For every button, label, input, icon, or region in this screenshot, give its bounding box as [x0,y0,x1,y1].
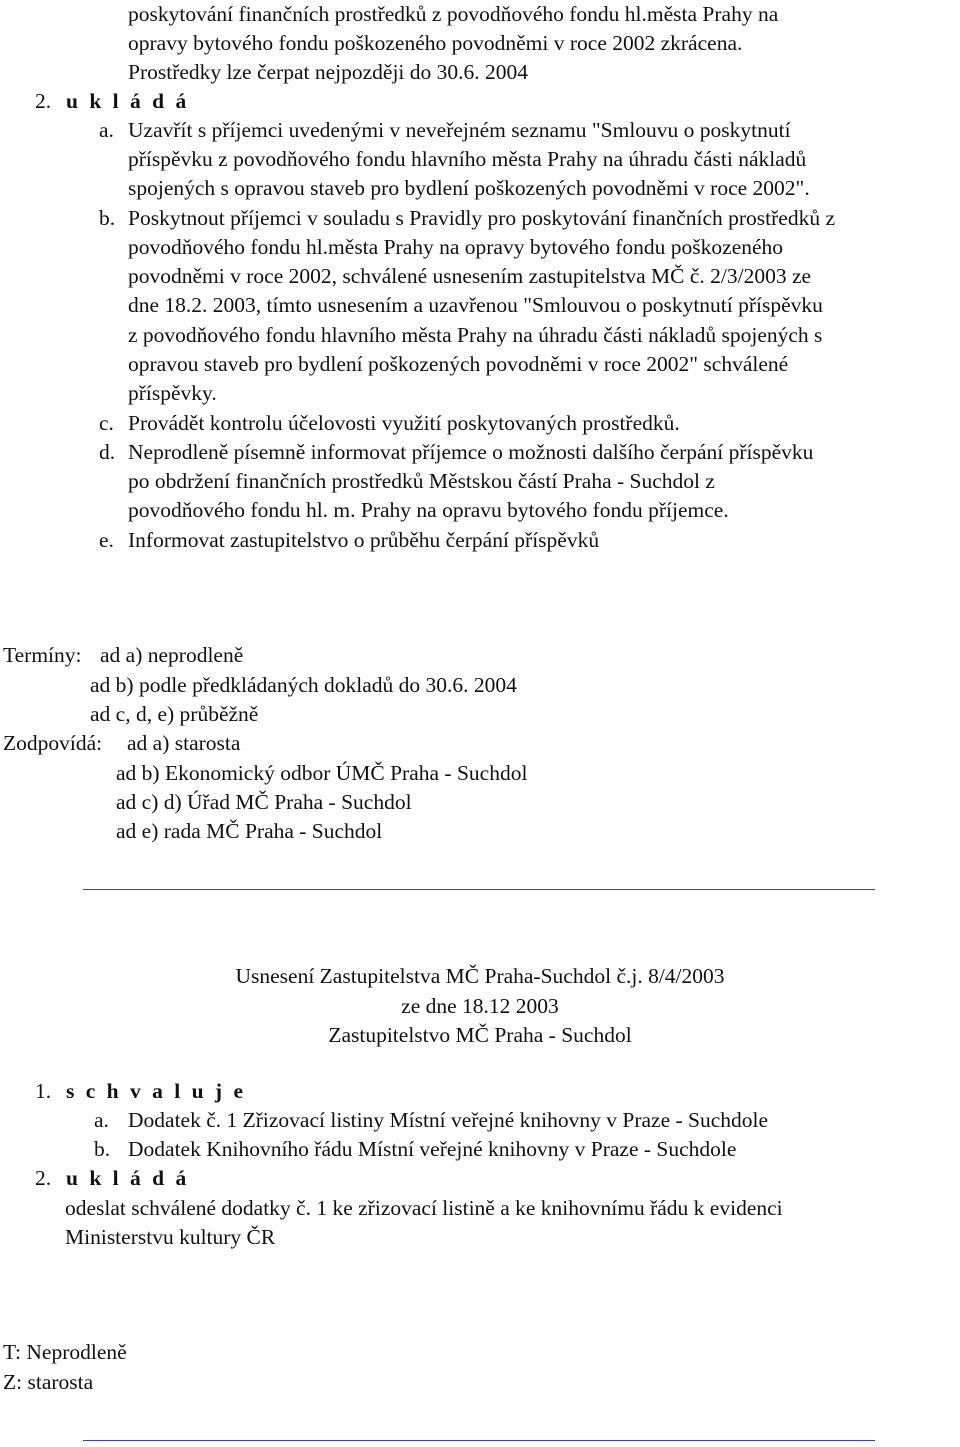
zodpovida-label: Zodpovídá: [3,731,103,755]
separator-line [83,889,875,890]
item-b-line: příspěvky. [128,381,217,405]
zodpovida-entry: ad c) d) Úřad MČ Praha - Suchdol [116,790,412,814]
item-b-line: Poskytnout příjemci v souladu s Pravidly pro poskytování finančních prostředků z [128,206,836,230]
item-a-line: spojených s opravou staveb pro bydlení poškozených povodněmi v roce 2002". [128,176,810,200]
zodpovida-entry: ad b) Ekonomický odbor ÚMČ Praha - Suchdol [116,761,528,785]
item-b-line: opravou staveb pro bydlení poškozených povodněmi v roce 2002" schválené [128,352,789,376]
zodpovida-entry: ad e) rada MČ Praha - Suchdol [116,819,383,843]
item-e-line: Informovat zastupitelstvo o průběhu čerpání příspěvků [128,528,600,552]
item-c-line: Provádět kontrolu účelovosti využití poskytovaných prostředků. [128,411,680,435]
separator-line [83,1440,875,1441]
item-d-line: Neprodleně písemně informovat příjemce o možnosti dalšího čerpání příspěvku [128,440,814,464]
section-heading-uklada: u k l á d á [66,89,190,113]
uklada-line: odeslat schválené dodatky č. 1 ke zřizovací listině a ke knihovnímu řádu k evidenci [65,1196,783,1220]
item-d-line: povodňového fondu hl. m. Prahy na opravu bytového fondu příjemce. [128,498,729,522]
item-d-line: po obdržení finančních prostředků Městskou částí Praha - Suchdol z [128,469,715,493]
item-letter: d. [99,440,116,464]
item-b-line: z povodňového fondu hlavního města Prahy na úhradu části nákladů spojených s [128,323,823,347]
schvaluje-item: Dodatek Knihovního řádu Místní veřejné knihovny v Praze - Suchdole [128,1137,737,1161]
schvaluje-item: Dodatek č. 1 Zřizovací listiny Místní veřejné knihovny v Praze - Suchdole [128,1108,769,1132]
zodpovida-line: Z: starosta [3,1370,94,1394]
termin-entry: ad b) podle předkládaných dokladů do 30.6. 2004 [90,673,517,697]
terminy-label: Termíny: [3,643,82,667]
continuation-line: opravy bytového fondu poškozeného povodněmi v roce 2002 zkrácena. [128,31,743,55]
resolution-body: Zastupitelstvo MČ Praha - Suchdol [328,1023,632,1047]
section-heading-schvaluje: s c h v a l u j e [66,1079,246,1103]
continuation-line: Prostředky lze čerpat nejpozději do 30.6. 2004 [128,60,529,84]
item-letter: a. [99,118,114,142]
section-number: 1. [35,1079,52,1103]
resolution-title: Usnesení Zastupitelstva MČ Praha-Suchdol č.j. 8/4/2003 [235,964,725,988]
item-letter: e. [99,528,114,552]
section-heading-uklada: u k l á d á [66,1166,190,1190]
item-letter: a. [94,1108,109,1132]
zodpovida-entry: ad a) starosta [127,731,241,755]
item-b-line: dne 18.2. 2003, tímto usnesením a uzavřenou "Smlouvou o poskytnutí příspěvku [128,293,823,317]
section-number: 2. [35,89,52,113]
section-number: 2. [35,1166,52,1190]
item-a-line: příspěvku z povodňového fondu hlavního města Prahy na úhradu části nákladů [128,147,807,171]
uklada-line: Ministerstvu kultury ČR [65,1225,276,1249]
item-letter: b. [94,1137,111,1161]
item-letter: b. [99,206,116,230]
resolution-date: ze dne 18.12 2003 [401,994,559,1018]
termin-entry: ad a) neprodleně [100,643,244,667]
item-b-line: povodňového fondu hl.města Prahy na opravy bytového fondu poškozeného [128,235,784,259]
termin-entry: ad c, d, e) průběžně [90,702,259,726]
item-b-line: povodněmi v roce 2002, schválené usnesením zastupitelstva MČ č. 2/3/2003 ze [128,264,812,288]
item-a-line: Uzavřít s příjemci uvedenými v neveřejném seznamu "Smlouvu o poskytnutí [128,118,791,142]
item-letter: c. [99,411,114,435]
continuation-line: poskytování finančních prostředků z povodňového fondu hl.města Prahy na [128,2,779,26]
termin-line: T: Neprodleně [3,1340,127,1364]
